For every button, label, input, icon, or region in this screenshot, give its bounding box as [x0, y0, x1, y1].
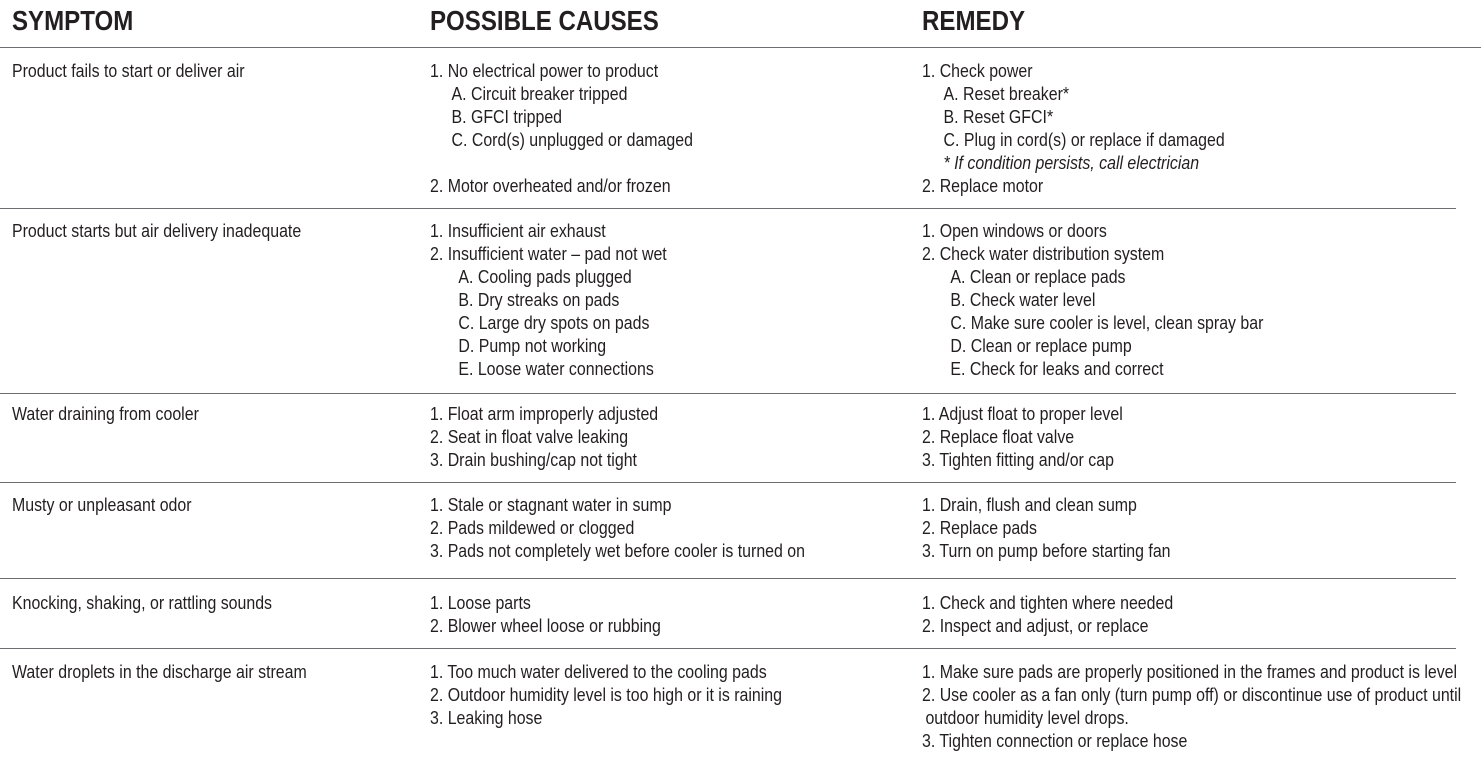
- cause-subitem: C. Cord(s) unplugged or damaged: [451, 129, 693, 150]
- table-row: [0, 209, 1456, 394]
- cause-subitem: B. GFCI tripped: [451, 106, 563, 127]
- table-row: [0, 48, 1456, 209]
- remedy-cell: [922, 59, 1225, 197]
- remedy-item: 2. Replace float valve: [922, 426, 1075, 447]
- remedy-subitem: E. Check for leaks and correct: [950, 358, 1164, 379]
- causes-cell: [430, 660, 782, 729]
- cause-item: 1. Float arm improperly adjusted: [430, 403, 659, 424]
- symptom-cell: [12, 219, 301, 242]
- remedy-subitem: B. Check water level: [950, 289, 1096, 310]
- causes-cell: [430, 402, 658, 471]
- cause-item: 2. Blower wheel loose or rubbing: [430, 615, 661, 636]
- remedy-subitem: C. Make sure cooler is level, clean spray bar: [950, 312, 1264, 333]
- remedy-subitem: B. Reset GFCI*: [943, 106, 1054, 127]
- remedy-cell: [922, 493, 1171, 562]
- remedy-item: 3. Tighten fitting and/or cap: [922, 449, 1114, 470]
- symptom-text: Product starts but air delivery inadequate: [12, 220, 302, 241]
- remedy-item: 1. Drain, flush and clean sump: [922, 494, 1137, 515]
- remedy-note: * If condition persists, call electrician: [943, 152, 1200, 173]
- remedy-cell: [922, 591, 1173, 637]
- cause-item: 3. Pads not completely wet before cooler is turned on: [430, 540, 805, 561]
- remedy-subitem: A. Clean or replace pads: [950, 266, 1126, 287]
- cause-subitem: B. Dry streaks on pads: [458, 289, 620, 310]
- symptom-text: Product fails to start or deliver air: [12, 60, 245, 81]
- remedy-cell: [922, 402, 1123, 471]
- table-row: [0, 394, 1456, 483]
- remedy-item: 2. Use cooler as a fan only (turn pump off) or discontinue use of product until: [922, 684, 1462, 705]
- remedy-item: 2. Inspect and adjust, or replace: [922, 615, 1149, 636]
- cause-item: 2. Insufficient water – pad not wet: [430, 243, 667, 264]
- table-row: [0, 579, 1456, 649]
- symptom-text: Knocking, shaking, or rattling sounds: [12, 592, 273, 613]
- cause-item: 1. No electrical power to product: [430, 60, 659, 81]
- cause-item: 2. Motor overheated and/or frozen: [430, 175, 671, 196]
- symptom-cell: [12, 591, 272, 614]
- remedy-item: 2. Replace pads: [922, 517, 1037, 538]
- cause-item: 2. Outdoor humidity level is too high or it is raining: [430, 684, 782, 705]
- remedy-item: 1. Check and tighten where needed: [922, 592, 1174, 613]
- cause-subitem: C. Large dry spots on pads: [458, 312, 650, 333]
- remedy-item: 2. Replace motor: [922, 175, 1044, 196]
- table-row: [0, 483, 1456, 579]
- cause-item: 2. Pads mildewed or clogged: [430, 517, 635, 538]
- spacer: [430, 151, 693, 174]
- causes-cell: [430, 59, 693, 197]
- remedy-item: 1. Open windows or doors: [922, 220, 1107, 241]
- table-header: [0, 0, 1481, 48]
- remedy-item: 1. Check power: [922, 60, 1033, 81]
- causes-cell: [430, 493, 805, 562]
- cause-subitem: A. Cooling pads plugged: [458, 266, 632, 287]
- remedy-cell: [922, 219, 1263, 380]
- cause-item: 2. Seat in float valve leaking: [430, 426, 629, 447]
- cause-item: 3. Leaking hose: [430, 707, 543, 728]
- cause-item: 1. Loose parts: [430, 592, 531, 613]
- remedy-item: 3. Turn on pump before starting fan: [922, 540, 1171, 561]
- cause-item: 1. Stale or stagnant water in sump: [430, 494, 672, 515]
- remedy-subitem: A. Reset breaker*: [943, 83, 1070, 104]
- header-possible-causes: POSSIBLE CAUSES: [430, 5, 659, 36]
- remedy-item: 1. Make sure pads are properly positioned in the frames and product is level: [922, 661, 1458, 682]
- causes-cell: [430, 219, 667, 380]
- remedy-item: 3. Tighten connection or replace hose: [922, 730, 1188, 751]
- symptom-text: Water droplets in the discharge air stream: [12, 661, 307, 682]
- cause-subitem: D. Pump not working: [458, 335, 607, 356]
- remedy-item: 1. Adjust float to proper level: [922, 403, 1123, 424]
- remedy-item-continued: outdoor humidity level drops.: [925, 707, 1129, 728]
- causes-cell: [430, 591, 661, 637]
- cause-subitem: E. Loose water connections: [458, 358, 654, 379]
- remedy-subitem: C. Plug in cord(s) or replace if damaged: [943, 129, 1225, 150]
- symptom-cell: [12, 660, 307, 683]
- table-row: [0, 649, 1462, 769]
- header-remedy: REMEDY: [922, 5, 1026, 36]
- symptom-cell: [12, 402, 199, 425]
- symptom-text: Musty or unpleasant odor: [12, 494, 192, 515]
- remedy-subitem: D. Clean or replace pump: [950, 335, 1132, 356]
- symptom-cell: [12, 493, 192, 516]
- header-symptom: SYMPTOM: [12, 5, 134, 36]
- remedy-item: 2. Check water distribution system: [922, 243, 1165, 264]
- symptom-cell: [12, 59, 245, 82]
- cause-item: 3. Drain bushing/cap not tight: [430, 449, 637, 470]
- remedy-cell: [922, 660, 1461, 752]
- symptom-text: Water draining from cooler: [12, 403, 199, 424]
- cause-item: 1. Insufficient air exhaust: [430, 220, 606, 241]
- cause-item: 1. Too much water delivered to the cooling pads: [430, 661, 767, 682]
- cause-subitem: A. Circuit breaker tripped: [451, 83, 628, 104]
